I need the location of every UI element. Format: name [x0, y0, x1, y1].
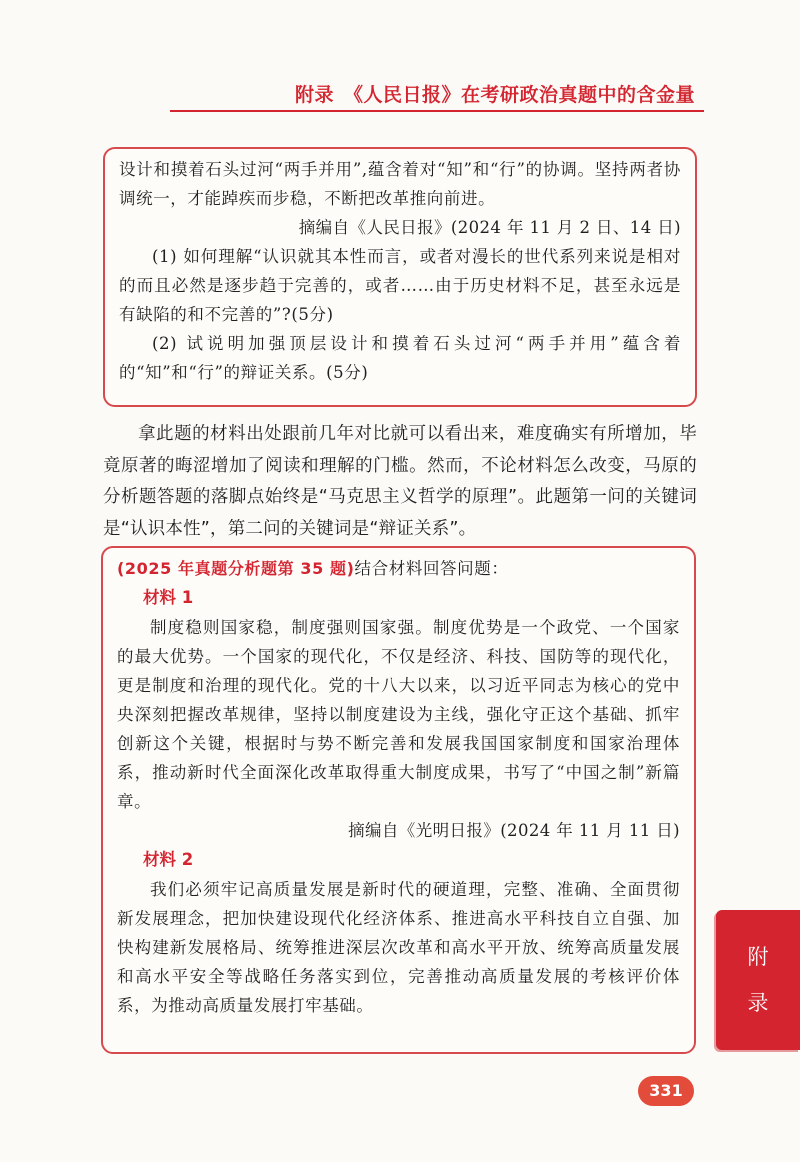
material-2-text: 我们必须牢记高质量发展是新时代的硬道理，完整、准确、全面贯彻新发展理念，把加快建设现代化经济体系、推进高水平科技自立自强、加快构建新发展格局、统筹推进深层次改革和高水平开放、统筹高质量发展和高水平安全等战略任务落实到位，完善推动高质量发展的考核评价体系，为推动高质量发展打牢基础。: [117, 880, 680, 1015]
page-number-badge: 331: [638, 1076, 694, 1106]
question-intro: 结合材料回答问题：: [354, 559, 509, 578]
material-1-source: 摘编自《光明日报》(2024 年 11 月 11 日): [348, 821, 680, 840]
question-box-continued: [103, 147, 697, 407]
question-box-2025: [101, 546, 696, 1054]
question-heading: [117, 554, 680, 583]
analysis-paragraph: 拿此题的材料出处跟前几年对比就可以看出来，难度确实有所增加，毕竟原著的晦涩增加了阅读和理解的门槛。然而，不论材料怎么改变，马原的分析题答题的落脚点始终是“马克思主义哲学的原理”。此题第一问的关键词是“认识本性”，第二问的关键词是“辩证关系”。: [103, 424, 697, 539]
material-2-heading: 材料 2: [143, 850, 194, 869]
header-rule: [170, 110, 704, 112]
question-tag: (2025 年真题分析题第 35 题): [117, 559, 355, 578]
analysis-paragraph-block: [103, 419, 697, 545]
side-tab-char-1: 附: [747, 945, 769, 969]
header-title: 附录 《人民日报》在考研政治真题中的含金量: [294, 84, 695, 106]
running-header: [0, 74, 800, 110]
question-2: (2) 试说明加强顶层设计和摸着石头过河“两手并用”蕴含着的“知”和“行”的辩证关系。(5分): [119, 334, 681, 382]
appendix-side-tab: [716, 910, 800, 1050]
material-source: 摘编自《人民日报》(2024 年 11 月 2 日、14 日): [298, 218, 681, 237]
material-text-continued: 设计和摸着石头过河“两手并用”,蕴含着对“知”和“行”的协调。坚持两者协调统一，才能踔疾而步稳，不断把改革推向前进。: [119, 160, 681, 208]
material-1-heading: 材料 1: [143, 588, 194, 607]
side-tab-char-2: 录: [747, 991, 769, 1015]
material-1-text: 制度稳则国家稳，制度强则国家强。制度优势是一个政党、一个国家的最大优势。一个国家的现代化，不仅是经济、科技、国防等的现代化，更是制度和治理的现代化。党的十八大以来，以习近平同志为核心的党中央深刻把握改革规律，坚持以制度建设为主线，强化守正这个基础、抓牢创新这个关键，根据时与势不断完善和发展我国国家制度和国家治理体系，推动新时代全面深化改革取得重大制度成果，书写了“中国之制”新篇章。: [117, 618, 680, 811]
question-1: (1) 如何理解“认识就其本性而言，或者对漫长的世代系列来说是相对的而且必然是逐步趋于完善的，或者……由于历史材料不足，甚至永远是有缺陷的和不完善的”?(5分): [119, 247, 681, 324]
